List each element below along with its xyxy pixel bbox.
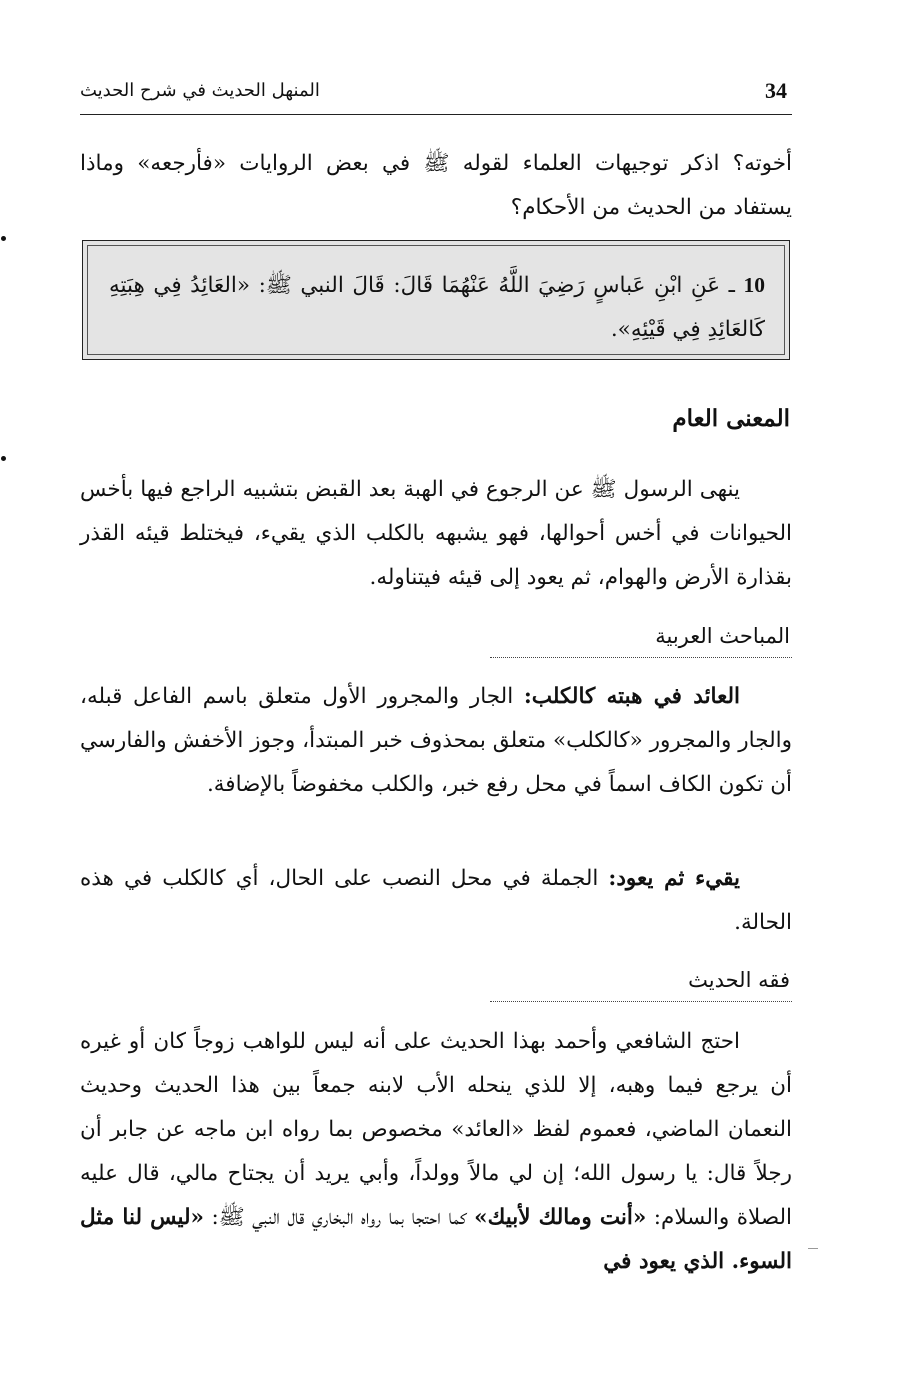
fiqh-text: [80, 1020, 792, 1284]
header-rule: [80, 114, 792, 115]
arabic-topic-2-term: يقيء ثم يعود:: [608, 866, 740, 891]
arabic-topics-heading: المباحث العربية: [655, 624, 790, 648]
intro-paragraph: [80, 142, 792, 230]
fiqh-bold-a: «أنت ومالك لأبيك»: [474, 1205, 647, 1230]
arabic-topic-2-text: [80, 857, 792, 945]
general-meaning-text: ينهى الرسول ﷺ عن الرجوع في الهبة بعد القبض بتشبيه الراجع فيها بأخس الحيوانات في أخس أحوالها، فهو يشبهه بالكلب الذي يقيء، فيختلط قيئه القذر بقذارة الأرض والهوام، ثم يعود إلى قيئه فيتناوله.: [80, 477, 792, 590]
arabic-topic-2-body: الجملة في محل النصب على الحال، أي كالكلب في هذه الحالة.: [80, 866, 792, 935]
margin-tick: [808, 1248, 818, 1249]
margin-dot: [1, 236, 6, 241]
page-number: 34: [765, 78, 787, 103]
hadith-number: 10: [743, 273, 765, 297]
arabic-topic-1-text: [80, 675, 792, 807]
arabic-topics-rule: [490, 657, 792, 658]
arabic-topic-1-body: الجار والمجرور الأول متعلق باسم الفاعل قبله، والجار والمجرور «كالكلب» متعلق بمحذوف خبر المبتدأ، وجوز الأخفش والفارسي أن تكون الكاف اسماً في محل رفع خبر، والكلب مخفوضاً بالإضافة.: [80, 684, 792, 797]
fiqh-bold-b: «ليس لنا مثل السوء. الذي يعود في: [80, 1205, 792, 1274]
general-meaning-heading: المعنى العام: [672, 405, 790, 432]
general-meaning-paragraph: [80, 468, 792, 600]
arabic-topic-1-term: العائد في هبته كالكلب:: [523, 684, 740, 709]
arabic-topic-1: [80, 675, 792, 807]
fiqh-paragraph: [80, 1020, 792, 1284]
fiqh-heading: فقه الحديث: [688, 968, 790, 992]
fiqh-rule: [490, 1001, 792, 1002]
intro-text: أخوته؟ اذكر توجيهات العلماء لقوله ﷺ في بعض الروايات «فأرجعه» وماذا يستفاد من الحديث من الأحكام؟: [80, 151, 792, 220]
fiqh-text-a: احتج الشافعي وأحمد بهذا الحديث على أنه ليس للواهب زوجاً كان أو غيره أن يرجع فيما وهبه، إلا للذي ينحله الأب لابنه جمعاً بين هذا الحديث وحديث النعمان الماضي، فعموم لفظ «العائد» مخصوص بما رواه ابن ماجه عن جابر أن رجلاً قال: يا رسول الله؛ إن لي مالاً وولداً، وأبي يريد أن يجتاح مالي، قال عليه الصلاة والسلام:: [80, 1029, 792, 1230]
arabic-topic-2: [80, 857, 792, 945]
hadith-box: [82, 240, 790, 360]
hadith-body: ـ عَنِ ابْنِ عَباسٍ رَضِيَ اللَّهُ عَنْهُمَا قَالَ: قَالَ النبي ﷺ: «العَائِدُ فِي هِبَتِهِ كَالعَائِدِ فِي قَيْئِهِ».: [109, 273, 765, 342]
running-header: [80, 78, 792, 110]
margin-dot: [1, 456, 6, 461]
book-title: المنهل الحديث في شرح الحديث: [80, 80, 320, 101]
hadith-text: [109, 263, 765, 352]
fiqh-text-b: كما احتجا بما رواه البخاري قال النبي ﷺ:: [204, 1205, 475, 1230]
